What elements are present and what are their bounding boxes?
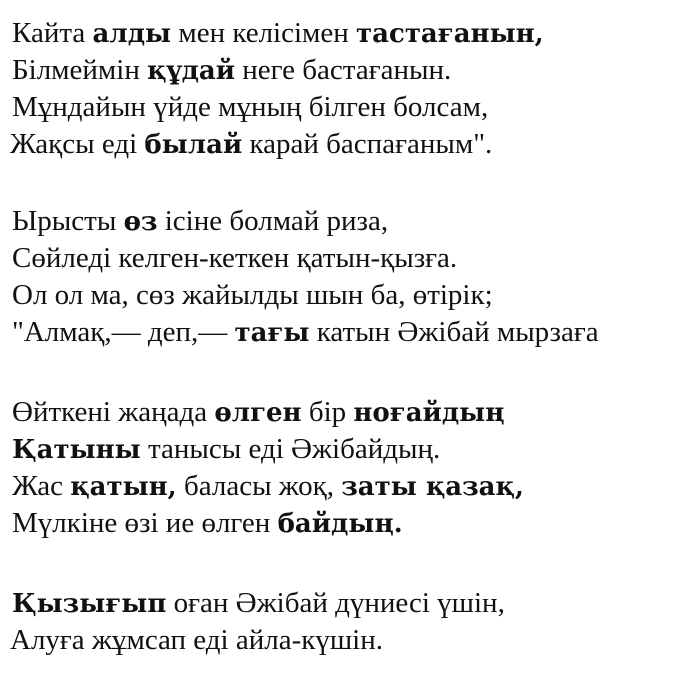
text-segment: катын Әжібай мырзаға: [309, 316, 599, 348]
bold-text-segment: ноғайдың: [353, 398, 505, 428]
text-segment: Жас: [12, 470, 71, 502]
text-segment: неге бастағанын.: [235, 54, 452, 86]
text-segment: Мұндайын үйде мұның білген болсам,: [12, 91, 489, 123]
poem-line: [12, 318, 599, 347]
bold-text-segment: тағы: [234, 318, 310, 348]
text-segment: баласы жоқ,: [176, 470, 342, 502]
bold-text-segment: қатын,: [70, 472, 177, 502]
bold-text-segment: былай: [144, 130, 243, 160]
text-segment: карай баспағаным".: [242, 128, 493, 160]
text-segment: Жақсы еді: [10, 128, 145, 160]
poem-line: [12, 509, 403, 538]
text-segment: ісіне болмай риза,: [157, 205, 389, 237]
text-segment: мен келісімен: [171, 17, 357, 49]
text-segment: Кайта: [12, 17, 93, 49]
bold-text-segment: Қызығып: [12, 589, 167, 619]
poem-line: [12, 472, 524, 501]
text-segment: Сөйледі келген-кеткен қатын-қызға.: [12, 242, 458, 274]
poem-line: [12, 589, 505, 618]
bold-text-segment: өлген: [214, 398, 302, 428]
text-segment: Өйткені жаңада: [12, 396, 215, 428]
bold-text-segment: Қатыны: [12, 435, 141, 465]
poem-line: [12, 56, 451, 85]
bold-text-segment: алды: [92, 19, 172, 49]
text-segment: Мүлкіне өзі ие өлген: [12, 507, 278, 539]
poem-line: [10, 130, 492, 159]
poem-line: [12, 435, 440, 464]
text-segment: Ол ол ма, сөз жайылды шын ба, өтірік;: [12, 279, 493, 311]
poem-line: [12, 19, 544, 48]
text-segment: Алуға жұмсап еді айла-күшін.: [10, 624, 383, 656]
text-segment: Білмеймін: [12, 54, 148, 86]
poem-line: [10, 626, 383, 655]
poem-line: [12, 398, 504, 427]
bold-text-segment: құдай: [147, 56, 236, 86]
text-segment: оған Әжібай дүниесі үшін,: [166, 587, 505, 619]
poem-line: [12, 244, 457, 273]
bold-text-segment: байдың.: [277, 509, 403, 539]
text-segment: Ырысты: [12, 205, 124, 237]
poem-line: [12, 207, 388, 236]
bold-text-segment: заты қазақ,: [341, 472, 524, 502]
text-segment: "Алмақ,— деп,—: [12, 316, 235, 348]
text-segment: бір: [301, 396, 354, 428]
poem-line: [12, 281, 493, 310]
bold-text-segment: тастағанын,: [356, 19, 544, 49]
text-segment: танысы еді Әжібайдың.: [140, 433, 441, 465]
poem-line: [12, 93, 488, 122]
bold-text-segment: өз: [123, 207, 158, 237]
